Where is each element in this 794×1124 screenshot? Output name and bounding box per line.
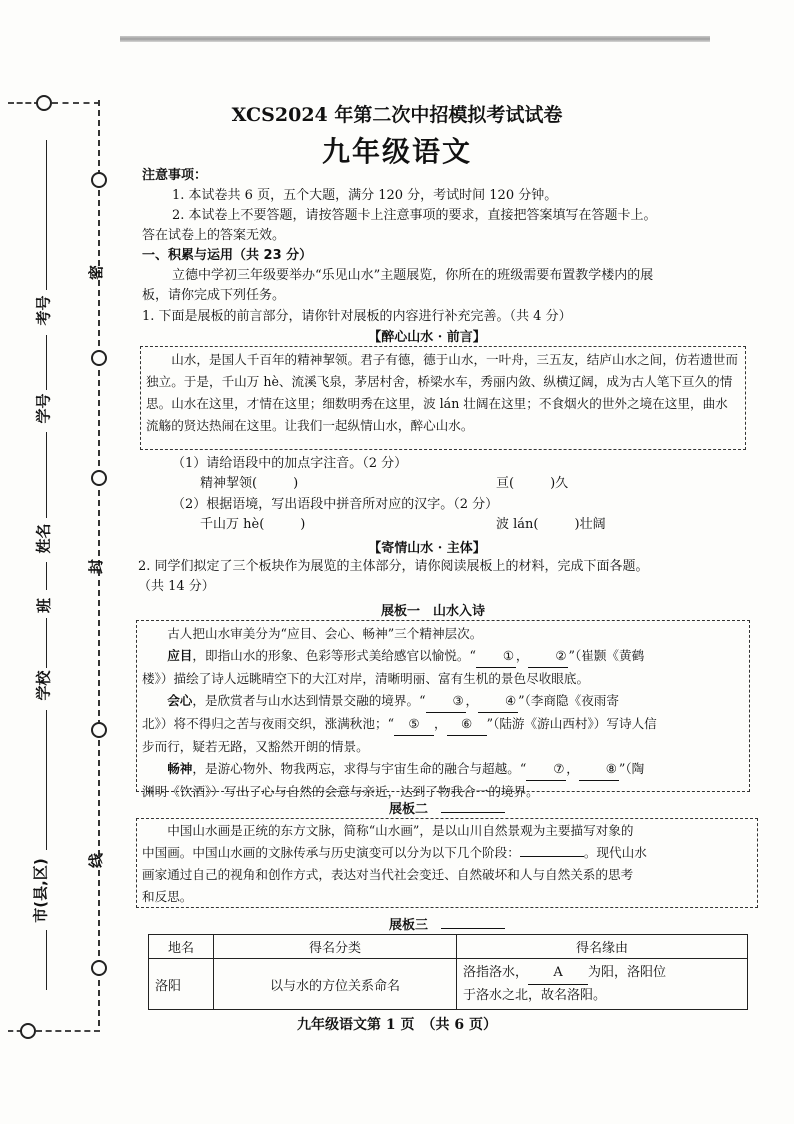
col-header-reason: 得名缘由 bbox=[457, 935, 748, 959]
school-line bbox=[46, 618, 47, 668]
board-1-text: 古人把山水审美分为“应目、会心、畅神”三个精神层次。 应目，即指山水的形象、色彩等形式美给感官以愉悦。“ ① ， ② ”（崔颢《黄鹤 楼》）描绘了诗人远眺晴空下的大江对岸，清晰明丽、富有生机的景色尽收眼底。 会心，是欣赏者与山水达到情景交融的境界。“ ③ ， ④ ”（李商隐《夜雨寄 北》）将不得归之苦与夜雨交织，涨满秋池；“ ⑤ ， ⑥ ”（陆游《游山西村》）写诗人信 步而行，疑若无路，又豁然开朗的情景。 畅神，是游心物外、物我两忘，求得与宇宙生命的融合与超越。“ ⑦ ， ⑧ ”（陶 渊明《饮酒》）写出了心与自然的会意与亲近，达到了物我合一的境界。 bbox=[142, 626, 657, 799]
seal-char-xian: 线 bbox=[87, 852, 106, 869]
blank-3: ③ bbox=[426, 690, 466, 713]
blank-1: ① bbox=[476, 645, 516, 668]
col-header-place: 地名 bbox=[149, 935, 214, 959]
word-lan: 波 lán( )壮阔 bbox=[496, 517, 606, 532]
exam-title: XCS2024 年第二次中招模拟考试试卷 bbox=[231, 104, 563, 126]
notice-item-2-cont: 答在试卷上的答案无效。 bbox=[142, 228, 286, 243]
cell-reason: 洛指洛水， A 为阳，洛阳位 于洛水之北，故名洛阳。 bbox=[457, 959, 748, 1010]
city-line bbox=[46, 710, 47, 850]
question-2: 2. 同学们拟定了三个板块作为展览的主体部分，请你阅读展板上的材料，完成下面各题。 bbox=[138, 559, 649, 574]
board-2-title-blank bbox=[441, 812, 505, 813]
main-title: 【寄情山水 · 主体】 bbox=[368, 541, 486, 556]
notice-heading: 注意事项： bbox=[142, 168, 208, 183]
board-3-title-blank bbox=[441, 928, 505, 929]
subject-title: 九年级语文 bbox=[321, 135, 472, 168]
term-changshen: 畅神 bbox=[167, 761, 193, 776]
notice-item-1: 1. 本试卷共 6 页，五个大题，满分 120 分，考试时间 120 分钟。 bbox=[172, 188, 558, 203]
question-1-1: （1）请给语段中的加点字注音。（2 分） bbox=[172, 456, 408, 471]
school-label: 学校 bbox=[34, 670, 53, 701]
question-1: 1. 下面是展板的前言部分，请你针对展板的内容进行补充完善。（共 4 分） bbox=[142, 309, 572, 324]
name-label: 姓名 bbox=[34, 523, 53, 554]
exam-no-label: 考号 bbox=[34, 295, 53, 326]
col-header-category: 得名分类 bbox=[214, 935, 457, 959]
board-2-text: 中国山水画是正统的东方文脉，简称“山水画”，是以山川自然景观为主要描写对象的 中国画。中国山水画的文脉传承与历史演变可以分为以下几个阶段： 。现代山水 画家通过自己的视角和创作方式，表达对当代社会变迁、自然破坏和人与自然关系的思考 和反思。 bbox=[142, 823, 647, 904]
binding-hole bbox=[91, 172, 107, 188]
blank-7: ⑦ bbox=[526, 758, 566, 781]
term-yingmu: 应目 bbox=[167, 648, 193, 663]
word-qieling: 精神挈领( ) bbox=[200, 476, 299, 491]
section-1-heading: 一、积累与运用（共 23 分） bbox=[142, 248, 313, 263]
class-line bbox=[46, 562, 47, 590]
blank-a: A bbox=[528, 962, 588, 985]
section-1-intro-cont: 板，请你完成下列任务。 bbox=[142, 288, 286, 303]
binding-hole bbox=[91, 960, 107, 976]
blank-4: ④ bbox=[478, 690, 518, 713]
table-row bbox=[149, 959, 748, 1010]
preface-text: 山水，是国人千百年的精神挈领。君子有德，德于山水，一叶舟，三五友，结庐山水之间，仿若遗世而独立。于是，千山万 hè、流溪飞泉，茅居村舍，桥梁水车，秀丽内敛、纵横辽阔，成为古人笔下亘久的情思。山水在这里，才情在这里；细数明秀在这里，波 lán 壮阔在这里；不食烟火的世外之境在这里，曲水流觞的贤达热闹在这里。让我们一起纵情山水，醉心山水。 bbox=[146, 352, 738, 433]
board-3-table bbox=[148, 934, 748, 1010]
cell-category: 以与水的方位关系命名 bbox=[214, 959, 457, 1010]
page-footer: 九年级语文第 1 页 （共 6 页） bbox=[297, 1017, 497, 1033]
binding-hole bbox=[91, 350, 107, 366]
name-line bbox=[46, 432, 47, 518]
city-label: 市(县,区) bbox=[31, 858, 50, 923]
word-he: 千山万 hè( ) bbox=[200, 517, 306, 532]
scan-top-bar bbox=[120, 36, 710, 42]
blank-5: ⑤ bbox=[394, 713, 434, 736]
blank-2: ② bbox=[528, 645, 568, 668]
board-2-blank bbox=[520, 856, 584, 857]
board-1-title: 展板一 山水入诗 bbox=[380, 604, 485, 619]
blank-6: ⑥ bbox=[447, 713, 487, 736]
term-huixin: 会心 bbox=[167, 693, 193, 708]
question-1-2: （2）根据语境，写出语段中拼音所对应的汉字。（2 分） bbox=[172, 497, 499, 512]
table-header-row bbox=[149, 935, 748, 959]
seal-char-mi: 密 bbox=[87, 264, 106, 281]
board-2-title: 展板二 bbox=[50, 798, 794, 817]
preface-title: 【醉心山水 · 前言】 bbox=[368, 330, 486, 345]
class-label: 班 bbox=[35, 597, 54, 614]
seal-char-feng: 封 bbox=[87, 558, 106, 575]
seat-no-label: 学号 bbox=[34, 393, 53, 424]
binding-hole bbox=[91, 722, 107, 738]
notice-item-2: 2. 本试卷上不要答题，请按答题卡上注意事项的要求，直接把答案填写在答题卡上。 bbox=[172, 208, 657, 223]
blank-8: ⑧ bbox=[579, 758, 619, 781]
word-genjiu: 亘( )久 bbox=[496, 476, 569, 491]
binding-hole bbox=[91, 470, 107, 486]
city-line-bottom bbox=[46, 930, 47, 990]
section-1-intro: 立德中学初三年级要举办“乐见山水”主题展览，你所在的班级需要布置教学楼内的展 bbox=[172, 268, 654, 283]
cell-place: 洛阳 bbox=[149, 959, 214, 1010]
question-2-score: （共 14 分） bbox=[138, 579, 215, 594]
board-3-title: 展板三 bbox=[50, 914, 794, 933]
